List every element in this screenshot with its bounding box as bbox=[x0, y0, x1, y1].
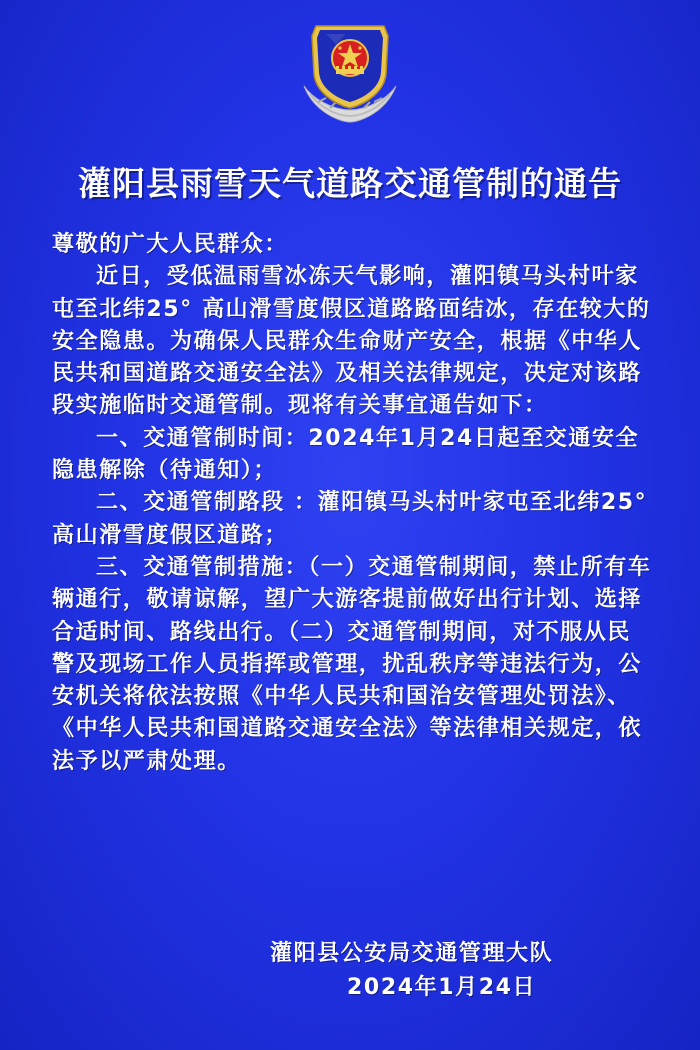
notice-item-measures: 三、交通管制措施：（一）交通管制期间，禁止所有车辆通行，敬请谅解，望广大游客提前做好出行计划、选择合适时间、路线出行。（二）交通管制期间，对不服从民警及现场工作人员指挥或管理，扰乱秩序等违法行为，公安机关将依法按照《中华人民共和国治安管理处罚法》、《中华人民共和国道路交通安全法》等法律相关规定，依法予以严肃处理。 bbox=[52, 554, 652, 774]
signature-organization: 灌阳县公安局交通管理大队 bbox=[270, 941, 554, 966]
notice-item-road-section: 二、交通管制路段 ：灌阳镇马头村叶家屯至北纬25° 高山滑雪度假区道路； bbox=[52, 490, 648, 548]
police-emblem-icon bbox=[296, 14, 404, 124]
notice-body bbox=[52, 229, 652, 778]
signature-date: 2024年1月24日 bbox=[347, 975, 537, 1000]
notice-item-time: 一、交通管制时间：2024年1月24日起至交通安全隐患解除（待通知）； bbox=[52, 425, 640, 484]
notice-greeting: 尊敬的广大人民群众： bbox=[52, 232, 289, 257]
notice-intro-paragraph: 近日，受低温雨雪冰冻天气影响，灌阳镇马头村叶家屯至北纬25° 高山滑雪度假区道路路面结冰，存在较大的安全隐患。为确保人民群众生命财产安全，根据《中华人民共和国道路交通安全法》及相关法律规定，决定对该路段实施临时交通管制。现将有关事宜通告如下： bbox=[52, 264, 651, 419]
notice-title: 灌阳县雨雪天气道路交通管制的通告 bbox=[78, 164, 622, 203]
